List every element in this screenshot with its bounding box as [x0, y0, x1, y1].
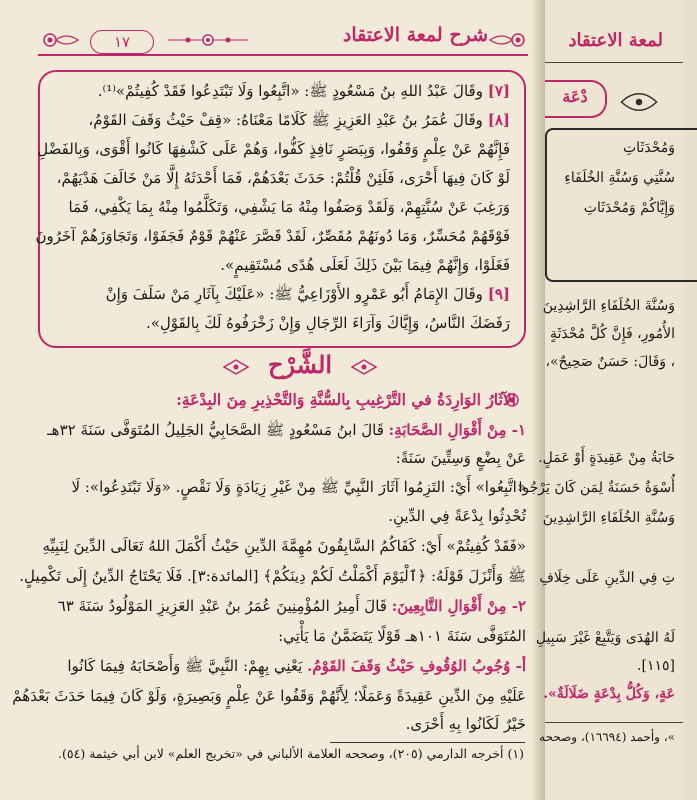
floral-ornament-center-icon	[168, 28, 248, 52]
right-footnote: »، وأحمد (١٦٦٩٤)، وصححه	[539, 730, 675, 744]
body-line-text: قَالَ أَمِيرُ المُؤْمِنِينَ عُمَرُ بنُ عَبْدِ العَزِيزِ المَوْلُودُ سَنَةَ ٦٣	[57, 597, 392, 615]
right-line: [١١٥].	[637, 658, 675, 674]
right-line: حَابَةُ مِنْ عَقِيدَةٍ أَوْ عَمَلٍ.	[538, 450, 675, 466]
box-line: رَفَضَكَ النَّاسُ، وَإِيَّاكَ وَآرَاءَ الرِّجَالِ وَإِنْ زَخْرَفُوهُ لَكَ بِالقَوْلِ».	[145, 314, 510, 332]
right-line: تِ فِي الدِّينِ عَلَى خِلَافِ	[539, 570, 675, 586]
box-line-text: وقَالَ عُمَرُ بنُ عَبْدِ العَزِيزِ ﷺ كَلَامًا مَعْنَاهُ: «قِفْ حَيْثُ وَقَفَ القَوْمُ،	[88, 111, 483, 129]
body-line: «فَقَدْ كُفِيتُمْ» أَيْ: كَفَاكُمُ السَّابِقُونَ مُهِمَّةَ الدِّينِ حَيْثُ أَكْمَلَ اللهُ تَعَالَى الدِّينَ لِنَبِيِّهِ	[42, 537, 526, 555]
item-number: [٩]	[487, 285, 510, 303]
right-header-rule	[545, 62, 683, 63]
body-line-text: قَالَ ابنُ مَسْعُودٍ ﷺ الصَّحَابِيُّ الجَلِيلُ المُتَوَفَّى سَنَةَ ٣٢هـ	[47, 421, 389, 439]
box-line: فَإِنَّهُمْ عَنْ عِلْمٍ وَقَفُوا، وَبِبَصَرٍ نَافِذٍ كَفُّوا، وَهُمْ عَلَى كَشْفِهَا كَانُوا أَقْوَى، وَبِالفَضْلِ	[37, 140, 510, 158]
box-line: وَرَغِبَ عَنْ سُنَّتِهِمْ، وَلَقَدْ وَصَفُوا مِنْهُ مَا يَشْفِي، وَتَكَلَّمُوا مِنْهُ بِمَا يَكْفِي، فَمَا	[68, 198, 510, 216]
right-box-line: وَمُحْدَثَاتِ	[623, 140, 675, 156]
right-box-line: وَإِيَّاكُمْ وَمُحْدَثَاتِ	[583, 200, 675, 216]
page-header	[38, 24, 528, 60]
matn-text-box	[35, 70, 526, 348]
body-line: تُحْدِثُوا بِدْعَةً فِي الدِّينِ.	[388, 507, 526, 525]
right-line: عَةٍ، وَكُلُّ بِدْعَةٍ ضَلَالَةٌ».	[543, 686, 675, 702]
right-box-line: سُنَّتِي وَسُنَّةِ الخُلَفَاءِ	[564, 170, 675, 186]
item-number: [٨]	[487, 111, 510, 129]
right-line: وَسُنَّةَ الخُلَفَاءِ الرَّاشِدِينَ	[542, 298, 675, 314]
sharh-heading: الشَّرْح	[267, 350, 333, 379]
sub-heading: ٢- مِنْ أَقْوَالِ التَّابِعِينَ:	[391, 597, 526, 615]
right-header-title: لمعة الاعتقاد	[568, 30, 663, 51]
right-footnote-rule	[545, 722, 683, 723]
footnote-rule	[330, 742, 525, 743]
body-line	[58, 594, 526, 618]
right-line: وَسُنَّةِ الخُلَفَاءِ الرَّاشِدِينَ	[542, 510, 675, 526]
box-line: لَوْ كَانَ فِيهَا أَحْرَى، فَلَئِنْ قُلْتُمْ: حَدَثَ بَعْدَهُمْ، فَمَا أَحْدَثَهُ إِلَّا مَنْ خَالَفَ هَدْيَهُمْ،	[56, 169, 510, 187]
right-section-tag: دْعَة	[545, 80, 607, 118]
section-title: الآثَارُ الوَارِدَةُ في التَّرْغِيبِ بِالسُّنَّةِ وَالتَّحْذِيرِ مِنَ البِدْعَةِ:	[176, 390, 516, 409]
body-line: عَنْ بِضْعٍ وَسِتِّينَ سَنَةً:	[395, 449, 526, 467]
right-line: أُسْوَةٌ حَسَنَةٌ لِمَن كَانَ يَرْجُوا	[518, 480, 675, 496]
heading-ornament-right-icon	[350, 358, 378, 376]
right-page	[518, 0, 683, 800]
body-line: خَيْرٌ لَكَانُوا بِهِ أَحْرَى.	[405, 715, 526, 733]
sub-heading: ١- مِنْ أَقْوَالِ الصَّحَابَةِ:	[388, 421, 526, 439]
body-line	[47, 418, 526, 442]
header-title: شرح لمعة الاعتقاد	[342, 24, 488, 46]
box-line-text: وقَالَ الإِمَامُ أَبُو عَمْرٍو الأَوْزَاعِيُّ ﷺ: «عَلَيْكَ بِآثَارِ مَنْ سَلَفَ وَإِنْ	[105, 285, 483, 303]
page-number: ١٧	[90, 30, 154, 54]
right-ornament-icon	[617, 84, 661, 120]
sub-heading: أ- وُجُوبُ الوُقُوفِ حَيْثُ وَقَفَ القَوْمُ.	[307, 657, 526, 675]
box-line	[88, 109, 510, 131]
body-line: «اتَّبِعُوا» أَيْ: التَزِمُوا آثَارَ النَّبِيِّ ﷺ مِنْ غَيْرِ زِيَادَةٍ وَلَا نَقْصٍ. «وَلَا تَبْتَدِعُوا»: لَا	[71, 478, 526, 496]
footnote: (١) أخرجه الدارمي (٢٠٥)، وصححه العلامة الألباني في «تخريج العلم» لابن أبي خيثمة (٥٤).	[58, 746, 524, 761]
box-line: فَوْقَهُمْ مُحَسِّرٌ، وَمَا دُونَهُمْ مُقَصِّرٌ، لَقَدْ قَصَّرَ عَنْهُمْ قَوْمٌ فَجَفَوْا، وَتَجَاوَزَهُمْ آخَرُونَ	[35, 227, 510, 245]
right-line: الأُمُورِ، فَإِنَّ كُلَّ مُحْدَثَةٍ	[549, 326, 675, 342]
item-number: [٧]	[487, 82, 510, 100]
body-line: المُتَوَفَّى سَنَةَ ١٠١هـ قَوْلًا يَتَضَمَّنُ مَا يَأْتِي:	[278, 627, 526, 645]
header-rule	[38, 54, 528, 56]
box-line	[98, 80, 510, 102]
body-line-text: يَعْنِي بِهِمْ: النَّبِيَّ ﷺ وَأَصْحَابَهُ فِيمَا كَانُوا	[67, 657, 308, 675]
right-line: لَهُ الهُدَى وَيَتَّبِعْ غَيْرَ سَبِيلِ	[535, 630, 675, 646]
box-line-text: وقَالَ عَبْدُ اللهِ بنُ مَسْعُودٍ ﷺ: «اتَّبِعُوا وَلَا تَبْتَدِعُوا فَقَدْ كُفِيتُمْ»⁽¹⁾.	[97, 82, 483, 100]
floral-ornament-left-icon	[38, 28, 82, 52]
box-line: فَغَلَوْا، وَإِنَّهُمْ فِيمَا بَيْنَ ذَلِكَ لَعَلَى هُدًى مُسْتَقِيمٍ».	[220, 256, 510, 274]
body-line: ﷺ وَأَنْزَلَ قَوْلَهُ: ﴿ٱلْيَوْمَ أَكْمَلْتُ لَكُمْ دِينَكُمْ﴾ [المائدة:٣]. فَلَا يَحْتَاجُ الدِّينُ إِلَى تَكْمِيلٍ.	[19, 567, 526, 585]
box-line	[106, 283, 510, 305]
body-line: عَلَيْهِ مِنَ الدِّينِ عَقِيدَةً وَعَمَلًا؛ لِأَنَّهُمْ وَقَفُوا عَنْ عِلْمٍ وَبَصِيرَةٍ، وَلَوْ كَانَ فِيمَا حَدَثَ بَعْدَهُمْ	[12, 687, 526, 705]
right-line: ، وَقَالَ: حَسَنٌ صَحِيحٌ»،	[545, 354, 675, 370]
body-line	[67, 654, 526, 678]
